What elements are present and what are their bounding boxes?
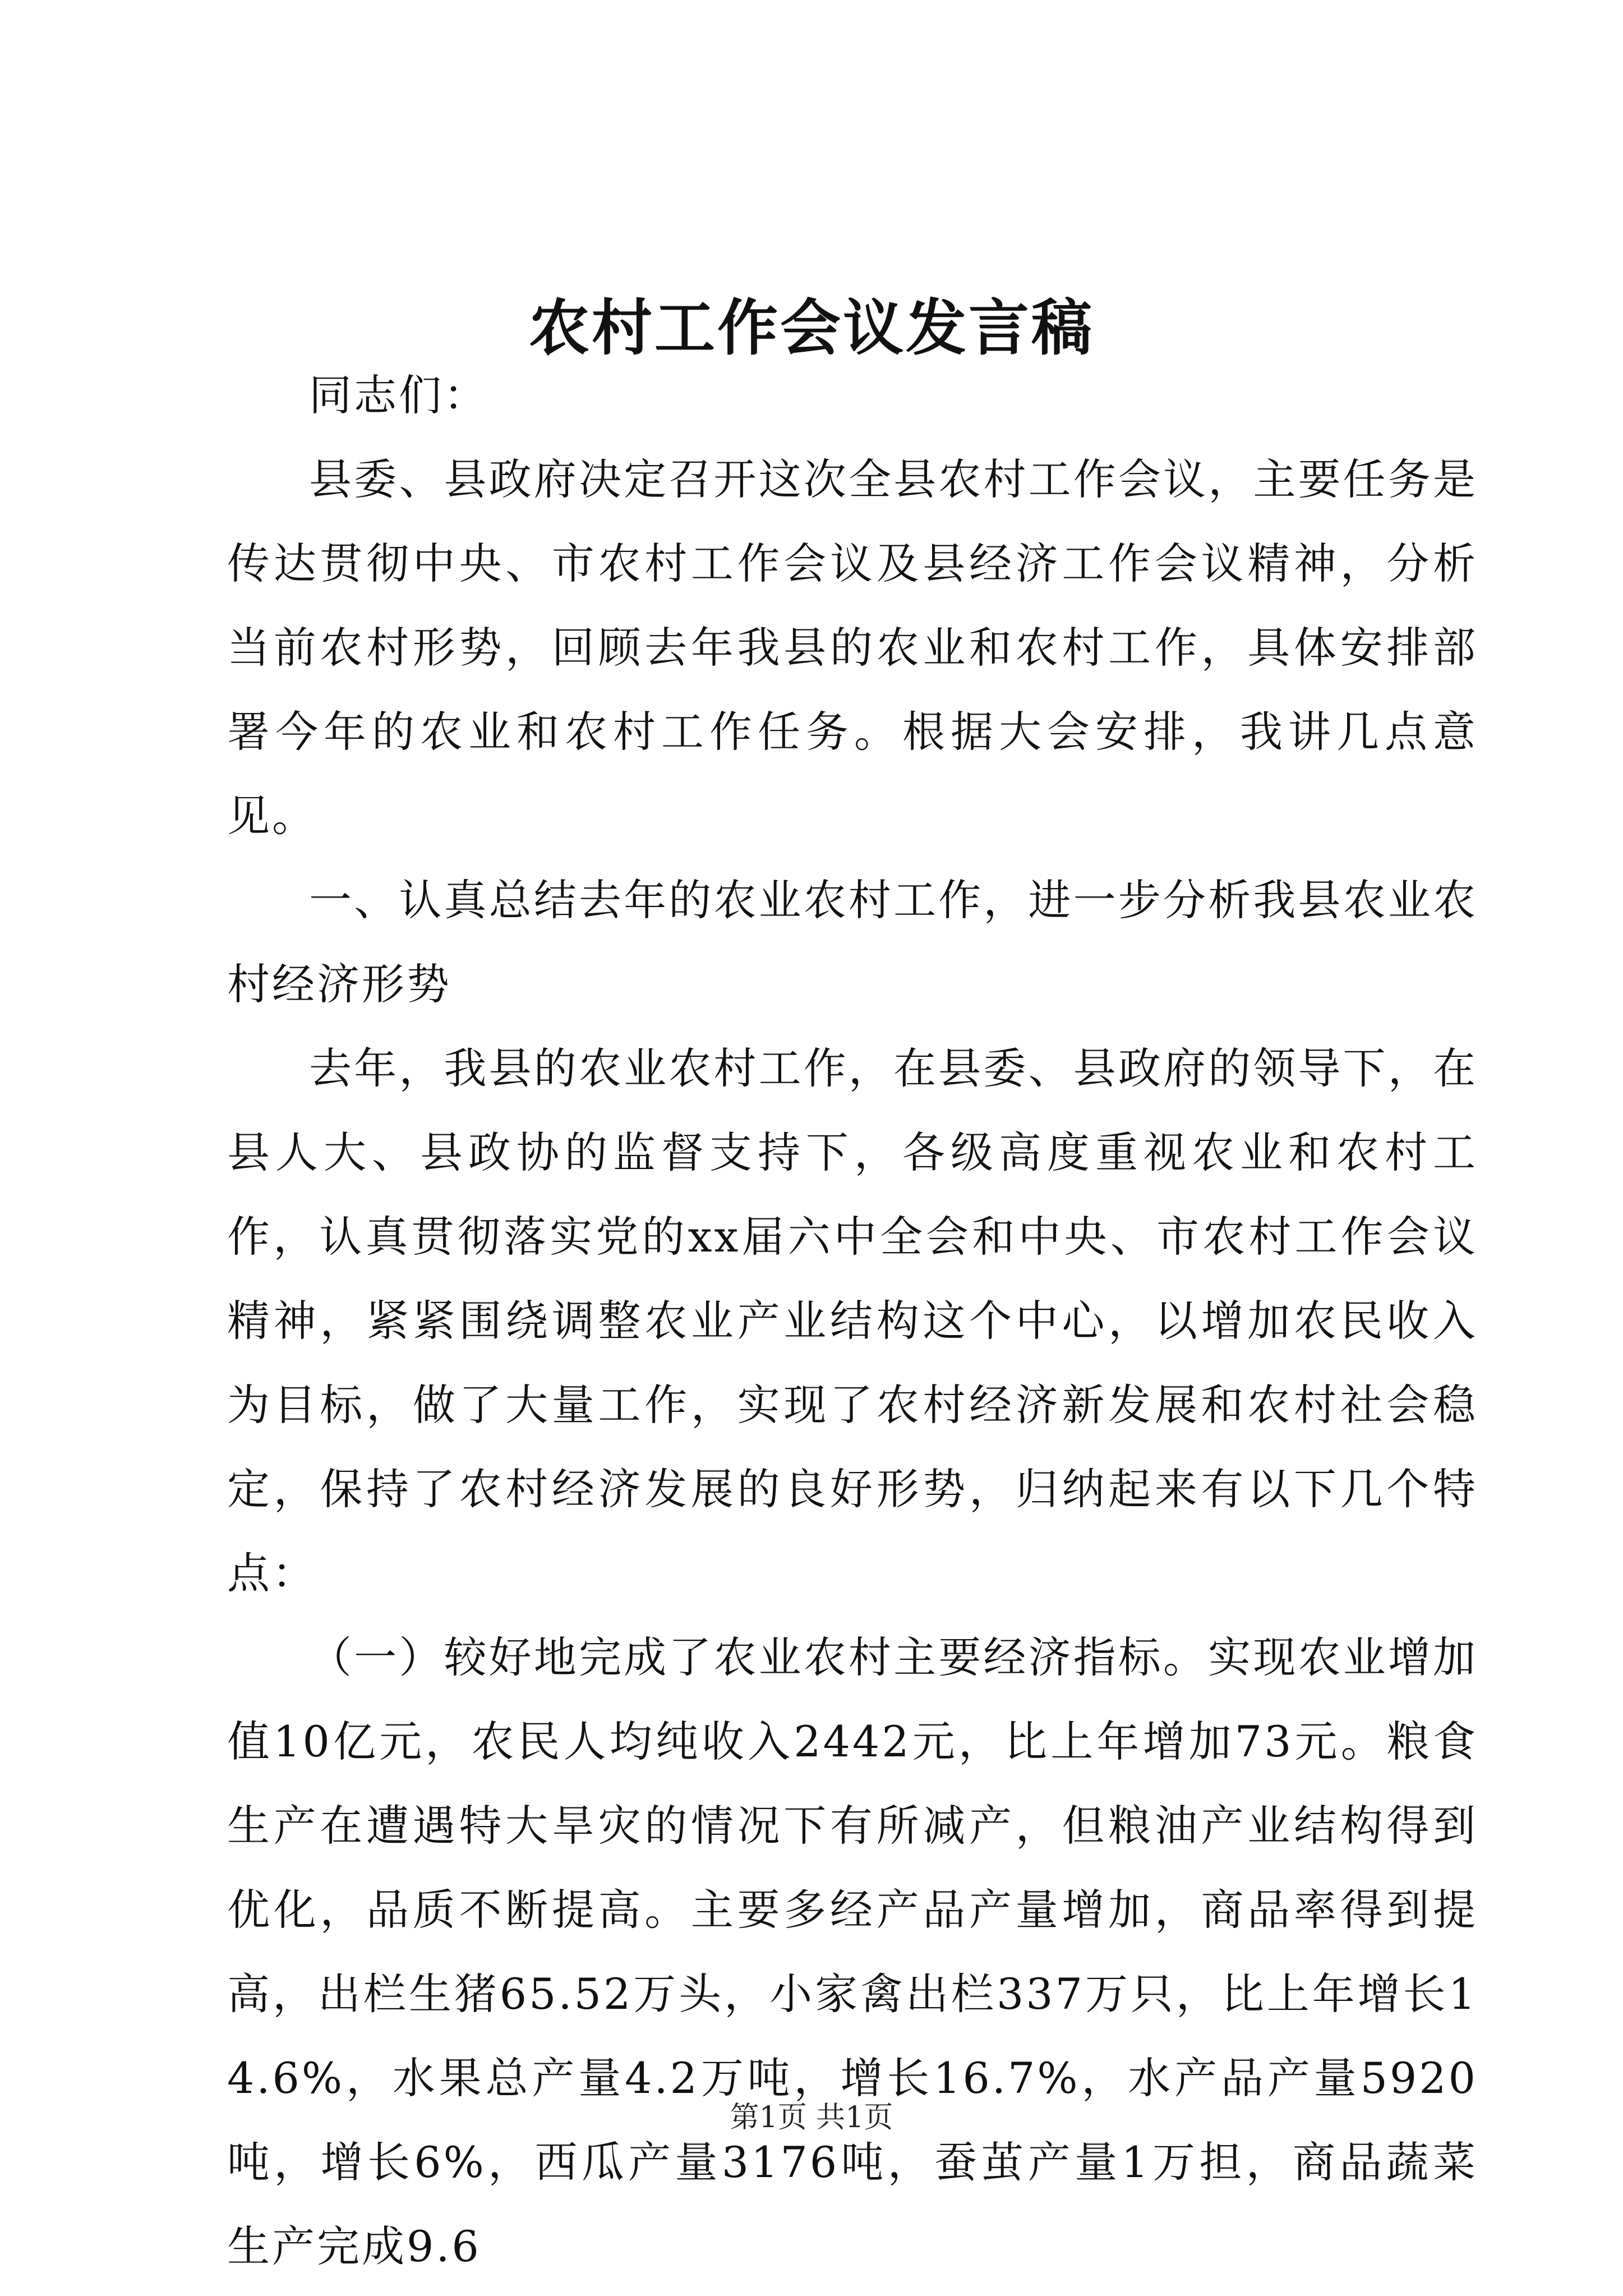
document-title: 农村工作会议发言稿 — [528, 293, 1094, 364]
page-number-footer: 第1页 共1页 — [730, 2101, 893, 2134]
paragraph-last-year-summary: 去年，我县的农业农村工作，在县委、县政府的领导下，在县人大、县政协的监督支持下，各级高度重视农业和农村工作，认真贯彻落实党的xx届六中全会和中央、市农村工作会议精神，紧紧围绕调整农业产业结构这个中心，以增加农民收入为目标，做了大量工作，实现了农村经济新发展和农村社会稳定，保持了农村经济发展的良好形势，归纳起来有以下几个特点： — [227, 1043, 1478, 1598]
salutation: 同志们： — [309, 370, 488, 420]
paragraph-economic-indicators: （一）较好地完成了农业农村主要经济指标。实现农业增加值10亿元，农民人均纯收入2442元，比上年增加73元。粮食生产在遭遇特大旱灾的情况下有所减产，但粮油产业结构得到优化，品质不断提高。主要多经产品产量增加，商品率得到提高，出栏生猪65.52万头，小家禽出栏337万只，比上年增长14.6%，水果总产量4.2万吨，增长16.7%，水产品产量5920吨，增长6%，西瓜产量3176吨，蚕茧产量1万担，商品蔬菜生产完成9.6 — [227, 1632, 1478, 2271]
paragraph-intro: 县委、县政府决定召开这次全县农村工作会议，主要任务是传达贯彻中央、市农村工作会议及县经济工作会议精神，分析当前农村形势，回顾去年我县的农业和农村工作，具体安排部署今年的农业和农村工作任务。根据大会安排，我讲几点意见。 — [227, 454, 1478, 841]
section-heading-one: 一、认真总结去年的农业农村工作，进一步分析我县农业农村经济形势 — [227, 875, 1478, 1009]
document-body — [227, 353, 1478, 2289]
